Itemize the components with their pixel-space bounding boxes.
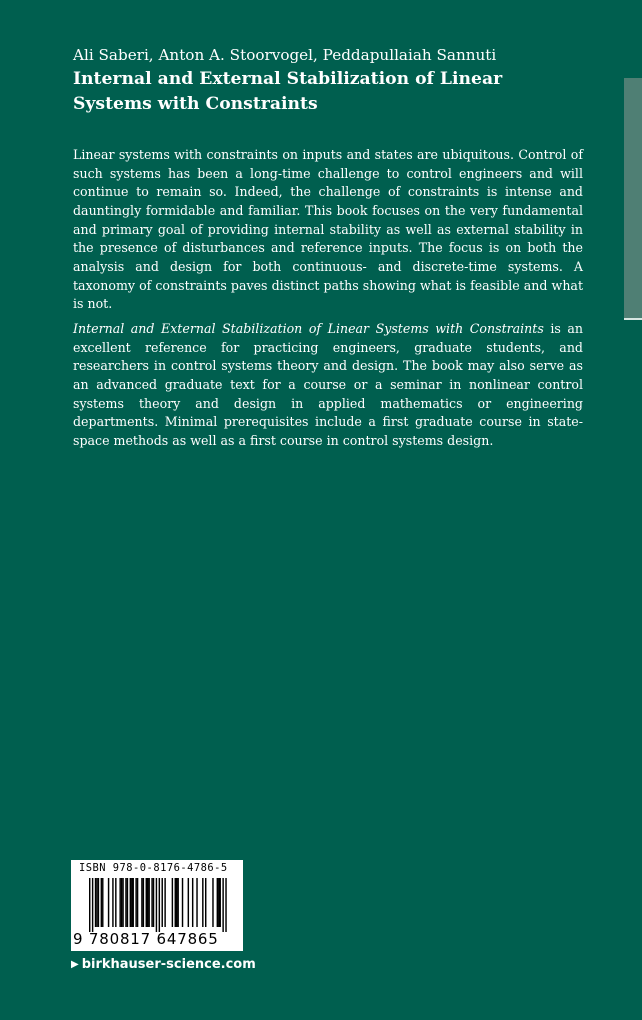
barcode-bars xyxy=(77,878,237,932)
barcode-bar xyxy=(135,878,136,927)
book-title-italic: Internal and External Stabilization of Linear Systems with Constraints xyxy=(73,320,544,336)
book-title: Internal and External Stabilization of Linear Systems with Constraints xyxy=(73,69,503,114)
barcode-bar xyxy=(141,878,142,927)
triangle-right-icon: ▶ xyxy=(71,959,79,970)
barcode-bar xyxy=(192,878,193,927)
barcode-bar xyxy=(217,878,218,927)
barcode-bar xyxy=(176,878,177,927)
barcode-bar xyxy=(156,878,157,932)
barcode-bar xyxy=(115,878,116,927)
barcode-bar xyxy=(162,878,163,927)
barcode-bar xyxy=(164,878,165,927)
barcode-bar xyxy=(101,878,102,927)
barcode-bar xyxy=(182,878,183,927)
barcode-bar xyxy=(212,878,213,927)
barcode-bar xyxy=(108,878,109,927)
barcode-number: 9 780817 647865 xyxy=(73,930,219,948)
isbn-label: ISBN 978-0-8176-4786-5 xyxy=(79,862,228,874)
publisher-link[interactable] xyxy=(71,956,256,974)
barcode-bar xyxy=(92,878,93,932)
barcode-bar xyxy=(172,878,173,927)
barcode-bar xyxy=(89,878,90,932)
barcode-bar xyxy=(133,878,134,927)
description-paragraph-2-text: is an excellent reference for practicing engineers, graduate students, and researchers in control systems theory and design. The book may also serve as an advanced graduate text for a course or a seminar in nonlinear control systems theory and design in applied mathematics or engineering departments. Minimal prerequisites include a first graduate course in state-space methods as well as a first course in control systems design. xyxy=(73,320,584,448)
spine-edge-strip xyxy=(624,78,642,320)
barcode-bar xyxy=(205,878,206,927)
barcode-bar xyxy=(151,878,152,927)
barcode-bar xyxy=(95,878,96,927)
barcode-bar xyxy=(222,878,223,932)
barcode-bar xyxy=(148,878,149,927)
barcode-bar xyxy=(98,878,99,927)
barcode-bar xyxy=(143,878,144,927)
barcode-bar xyxy=(196,878,197,927)
barcode-bar xyxy=(112,878,113,927)
barcode-bar xyxy=(121,878,122,927)
barcode-bar xyxy=(147,878,148,927)
barcode-bar xyxy=(177,878,178,927)
barcode-bar xyxy=(119,878,120,927)
barcode-bar xyxy=(220,878,221,927)
description xyxy=(73,146,583,457)
barcode-bar xyxy=(96,878,97,927)
description-paragraph-1: Linear systems with constraints on inputs and states are ubiquitous. Control of such systems has been a long-time challenge to control engineers and will continue to remain so. Indeed, the challenge of constraints is intense and dauntingly formidable and familiar. This book focuses on the very fundamental and primary goal of providing internal stability as well as external stability in the presence of disturbances and reference inputs. The focus is on both the analysis and design for both continuous- and discrete-time systems. A taxonomy of constraints paves distinct paths showing what is feasible and what is not. xyxy=(73,147,583,312)
barcode-bar xyxy=(225,878,226,932)
barcode-bar xyxy=(218,878,219,927)
barcode-bar xyxy=(131,878,132,927)
barcode-bar xyxy=(159,878,160,932)
barcode-bar xyxy=(102,878,103,927)
barcode-bar xyxy=(175,878,176,927)
barcode-bar xyxy=(122,878,123,927)
description-paragraph-2 xyxy=(73,320,583,451)
barcode-bar xyxy=(188,878,189,927)
barcode-bar xyxy=(137,878,138,927)
barcode-bar xyxy=(130,878,131,927)
barcode-bar xyxy=(127,878,128,927)
barcode-bar xyxy=(153,878,154,927)
authors: Ali Saberi, Anton A. Stoorvogel, Peddapullaiah Sannuti xyxy=(73,46,497,64)
barcode-bar xyxy=(125,878,126,927)
barcode-bar xyxy=(202,878,203,927)
publisher-url: birkhauser-science.com xyxy=(81,957,256,972)
barcode-bar xyxy=(146,878,147,927)
isbn-barcode xyxy=(71,860,243,951)
